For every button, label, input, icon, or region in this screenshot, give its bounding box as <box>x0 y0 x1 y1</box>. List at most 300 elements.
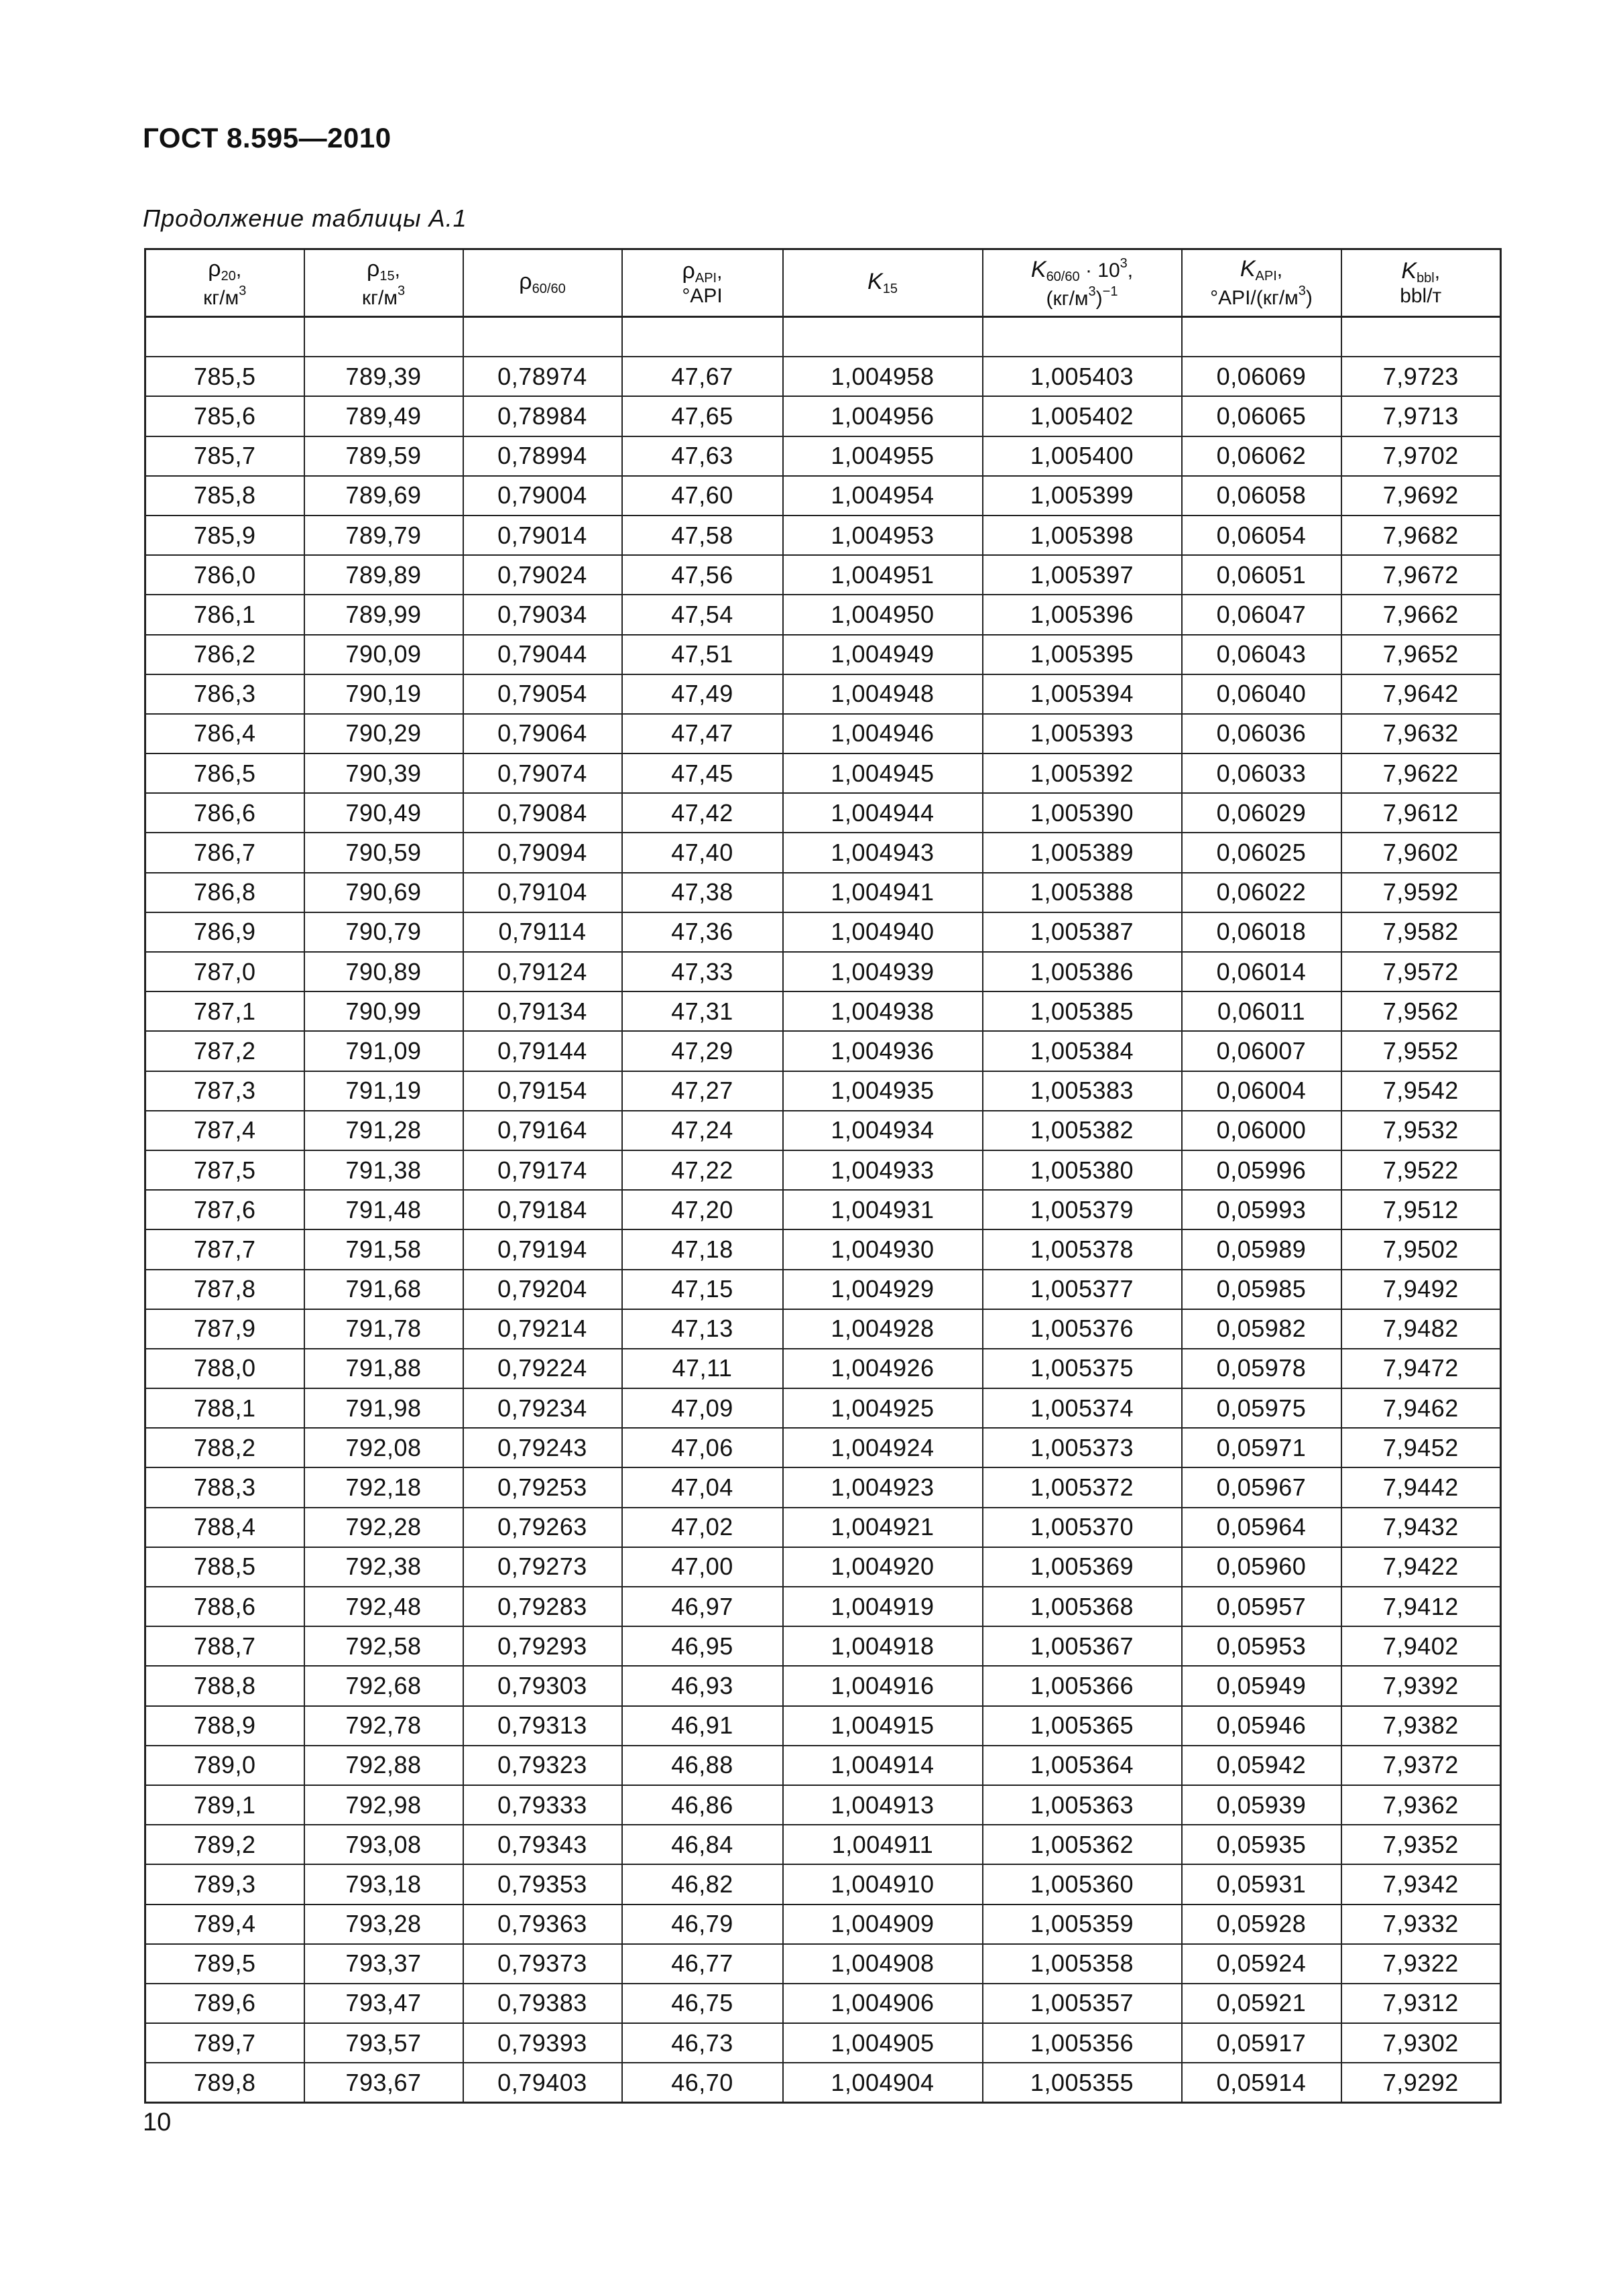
table-cell: 0,79114 <box>463 912 622 952</box>
table-cell: 793,57 <box>304 2023 463 2063</box>
table-cell: 1,005360 <box>983 1864 1182 1904</box>
table-cell: 7,9372 <box>1341 1746 1501 1785</box>
table-cell: 788,2 <box>145 1428 304 1467</box>
table-cell: 0,05935 <box>1182 1825 1341 1864</box>
table-cell: 1,004904 <box>783 2063 983 2103</box>
table-cell: 0,06000 <box>1182 1111 1341 1150</box>
table-cell: 47,02 <box>622 1508 783 1547</box>
table-row <box>145 595 1501 634</box>
table-cell: 47,11 <box>622 1349 783 1388</box>
table-cell: 1,004933 <box>783 1150 983 1190</box>
table-cell: 1,004939 <box>783 952 983 991</box>
table-cell: 1,005366 <box>983 1666 1182 1705</box>
table-row <box>145 1031 1501 1071</box>
table-cell: 1,005402 <box>983 396 1182 436</box>
table-cell: 1,005367 <box>983 1626 1182 1666</box>
unit: $^\circ API/(кг/м^3)$ <box>1210 284 1313 309</box>
table-cell: 785,9 <box>145 516 304 555</box>
table-row <box>145 1388 1501 1428</box>
table-cell: 789,89 <box>304 555 463 595</box>
table-cell: 46,91 <box>622 1706 783 1746</box>
table-cell: 7,9402 <box>1341 1626 1501 1666</box>
table-cell: 1,004940 <box>783 912 983 952</box>
table-row <box>145 1944 1501 1984</box>
table-body <box>145 317 1501 2103</box>
table-cell: 47,42 <box>622 793 783 833</box>
symbol: ρ <box>367 256 380 282</box>
unit: $кг/м^3$ <box>361 284 406 309</box>
table-cell: 47,54 <box>622 595 783 634</box>
subscript: API <box>695 271 717 286</box>
table-cell: 785,8 <box>145 476 304 516</box>
table-cell: 0,79084 <box>463 793 622 833</box>
table-cell: 0,06004 <box>1182 1071 1341 1111</box>
table-cell: 786,0 <box>145 555 304 595</box>
table-cell: 0,06054 <box>1182 516 1341 555</box>
table-cell: 1,005368 <box>983 1587 1182 1626</box>
table-row <box>145 1626 1501 1666</box>
table-cell: 0,06047 <box>1182 595 1341 634</box>
table-cell: 0,06043 <box>1182 635 1341 674</box>
table-cell: 789,99 <box>304 595 463 634</box>
table-row <box>145 2063 1501 2103</box>
table-row <box>145 833 1501 872</box>
table-cell: 7,9342 <box>1341 1864 1501 1904</box>
table-cell: 0,05931 <box>1182 1864 1341 1904</box>
table-cell: 789,49 <box>304 396 463 436</box>
table-cell: 0,79353 <box>463 1864 622 1904</box>
table-cell: 47,29 <box>622 1031 783 1071</box>
table-cell: 1,004958 <box>783 357 983 396</box>
density-table <box>144 248 1502 2104</box>
table-cell: 1,004919 <box>783 1587 983 1626</box>
symbol: ρ <box>519 269 532 294</box>
column-header-rho15 <box>304 249 463 317</box>
table-cell: 0,05957 <box>1182 1587 1341 1626</box>
table-cell: 7,9672 <box>1341 555 1501 595</box>
table-cell: 791,88 <box>304 1349 463 1388</box>
table-cell: 0,06058 <box>1182 476 1341 516</box>
table-cell: 786,8 <box>145 873 304 912</box>
table-cell: 0,79184 <box>463 1190 622 1229</box>
table-cell: 0,79014 <box>463 516 622 555</box>
subscript: 60/60 <box>1046 269 1080 284</box>
table-cell: 0,79074 <box>463 753 622 793</box>
table-cell: 47,49 <box>622 674 783 714</box>
table-cell: 47,13 <box>622 1309 783 1349</box>
table-cell: 7,9702 <box>1341 436 1501 476</box>
table-cell: 47,33 <box>622 952 783 991</box>
table-cell: 1,004941 <box>783 873 983 912</box>
table-cell: 1,004914 <box>783 1746 983 1785</box>
table-cell: 1,005374 <box>983 1388 1182 1428</box>
table-cell: 792,28 <box>304 1508 463 1547</box>
table-row <box>145 1547 1501 1587</box>
table-cell: 1,004908 <box>783 1944 983 1984</box>
table-cell: 787,9 <box>145 1309 304 1349</box>
table-cell: 791,58 <box>304 1229 463 1269</box>
table-cell: 47,45 <box>622 753 783 793</box>
table-row <box>145 2023 1501 2063</box>
table-cell: 7,9622 <box>1341 753 1501 793</box>
table-cell: 791,19 <box>304 1071 463 1111</box>
table-cell: 0,79393 <box>463 2023 622 2063</box>
table-cell: 0,06014 <box>1182 952 1341 991</box>
unit: °API <box>682 285 723 307</box>
table-cell: 7,9652 <box>1341 635 1501 674</box>
table-cell: 1,004920 <box>783 1547 983 1587</box>
separator: , <box>1276 259 1283 281</box>
table-cell: 788,0 <box>145 1349 304 1388</box>
table-cell: 1,005403 <box>983 357 1182 396</box>
table-cell: 0,79024 <box>463 555 622 595</box>
table-cell: 7,9602 <box>1341 833 1501 872</box>
table-cell: 7,9442 <box>1341 1467 1501 1507</box>
table-cell: 0,78994 <box>463 436 622 476</box>
separator: , <box>235 259 242 281</box>
table-cell: 789,59 <box>304 436 463 476</box>
table-cell: 0,05921 <box>1182 1984 1341 2023</box>
table-cell: 792,48 <box>304 1587 463 1626</box>
table-cell: 1,004909 <box>783 1905 983 1944</box>
table-cell: 7,9332 <box>1341 1905 1501 1944</box>
table-cell: 47,67 <box>622 357 783 396</box>
table-cell: 0,79383 <box>463 1984 622 2023</box>
table-cell: 0,05982 <box>1182 1309 1341 1349</box>
table-cell: 1,004948 <box>783 674 983 714</box>
table-cell: 787,8 <box>145 1270 304 1309</box>
table-cell: 47,65 <box>622 396 783 436</box>
table-cell: 7,9512 <box>1341 1190 1501 1229</box>
column-header-rho6060 <box>463 249 622 317</box>
table-row <box>145 1905 1501 1944</box>
table-cell: 0,05967 <box>1182 1467 1341 1507</box>
table-cell: 1,004945 <box>783 753 983 793</box>
table-cell: 786,6 <box>145 793 304 833</box>
table-cell: 46,88 <box>622 1746 783 1785</box>
table-cell: 47,06 <box>622 1428 783 1467</box>
table-cell: 791,09 <box>304 1031 463 1071</box>
table-cell: 1,004951 <box>783 555 983 595</box>
table-cell: 1,005392 <box>983 753 1182 793</box>
table-cell: 7,9472 <box>1341 1349 1501 1388</box>
table-cell: 0,79303 <box>463 1666 622 1705</box>
table-cell: 1,005370 <box>983 1508 1182 1547</box>
subscript: 20 <box>221 269 236 284</box>
table-row <box>145 991 1501 1031</box>
table-cell: 785,7 <box>145 436 304 476</box>
table-cell: 0,06007 <box>1182 1031 1341 1071</box>
table-cell: 790,39 <box>304 753 463 793</box>
table-cell: 793,18 <box>304 1864 463 1904</box>
table-cell: 0,79174 <box>463 1150 622 1190</box>
table-cell: 47,56 <box>622 555 783 595</box>
table-cell: 1,004915 <box>783 1706 983 1746</box>
table-cell: 789,3 <box>145 1864 304 1904</box>
table-cell: 790,69 <box>304 873 463 912</box>
table-cell: 7,9382 <box>1341 1706 1501 1746</box>
table-cell: 1,005387 <box>983 912 1182 952</box>
table-cell: 7,9612 <box>1341 793 1501 833</box>
table-cell: 1,005364 <box>983 1746 1182 1785</box>
table-cell: 47,24 <box>622 1111 783 1150</box>
table-row <box>145 1508 1501 1547</box>
table-cell: 1,005357 <box>983 1984 1182 2023</box>
table-cell: 788,7 <box>145 1626 304 1666</box>
table-cell: 47,60 <box>622 476 783 516</box>
subscript: bbl <box>1417 271 1435 286</box>
table-cell: 47,51 <box>622 635 783 674</box>
table-cell: 1,004938 <box>783 991 983 1031</box>
table-cell: 7,9422 <box>1341 1547 1501 1587</box>
table-cell: 47,31 <box>622 991 783 1031</box>
table-cell: 0,79154 <box>463 1071 622 1111</box>
table-cell: 0,05914 <box>1182 2063 1341 2103</box>
table-cell: 7,9502 <box>1341 1229 1501 1269</box>
table-cell: 0,05960 <box>1182 1547 1341 1587</box>
table-cell: 0,79263 <box>463 1508 622 1547</box>
table-cell: 1,005363 <box>983 1785 1182 1825</box>
table-cell: 788,8 <box>145 1666 304 1705</box>
table-cell: 0,06011 <box>1182 991 1341 1031</box>
table-cell: 789,8 <box>145 2063 304 2103</box>
table-cell: 790,59 <box>304 833 463 872</box>
table-cell: 0,79134 <box>463 991 622 1031</box>
table-cell: 788,6 <box>145 1587 304 1626</box>
table-cell: 1,005383 <box>983 1071 1182 1111</box>
subscript: 60/60 <box>532 282 566 296</box>
table-cell: 1,005386 <box>983 952 1182 991</box>
table-cell: 7,9713 <box>1341 396 1501 436</box>
table-cell: 0,78974 <box>463 357 622 396</box>
table-cell: 1,005373 <box>983 1428 1182 1467</box>
table-cell: 786,1 <box>145 595 304 634</box>
table-cell: 786,5 <box>145 753 304 793</box>
table-cell: 7,9362 <box>1341 1785 1501 1825</box>
table-cell: 793,28 <box>304 1905 463 1944</box>
table-cell: 792,78 <box>304 1706 463 1746</box>
table-row <box>145 1111 1501 1150</box>
page-number: 10 <box>143 2108 172 2136</box>
table-row <box>145 1190 1501 1229</box>
table-cell: 792,88 <box>304 1746 463 1785</box>
table-cell: 0,79373 <box>463 1944 622 1984</box>
table-cell: 1,005369 <box>983 1547 1182 1587</box>
table-cell: 790,89 <box>304 952 463 991</box>
table-cell: 787,7 <box>145 1229 304 1269</box>
table-cell: 789,69 <box>304 476 463 516</box>
table-cell: 0,79164 <box>463 1111 622 1150</box>
table-cell: 0,05985 <box>1182 1270 1341 1309</box>
table-cell: 0,79104 <box>463 873 622 912</box>
table-row <box>145 1467 1501 1507</box>
table-row <box>145 1071 1501 1111</box>
table-cell: 46,84 <box>622 1825 783 1864</box>
table-cell: 785,5 <box>145 357 304 396</box>
table-row <box>145 674 1501 714</box>
table-cell: 1,004936 <box>783 1031 983 1071</box>
table-cell: 0,05917 <box>1182 2023 1341 2063</box>
table-cell: 7,9723 <box>1341 357 1501 396</box>
table-cell: 1,004931 <box>783 1190 983 1229</box>
table-cell: 1,005390 <box>983 793 1182 833</box>
table-cell: 793,47 <box>304 1984 463 2023</box>
table-cell: 0,79044 <box>463 635 622 674</box>
table-cell: 786,2 <box>145 635 304 674</box>
table-cell: 7,9492 <box>1341 1270 1501 1309</box>
table-cell: 0,79034 <box>463 595 622 634</box>
column-header-k-bbl <box>1341 249 1501 317</box>
table-cell: 787,0 <box>145 952 304 991</box>
table-row <box>145 1349 1501 1388</box>
document-header: ГОСТ 8.595—2010 <box>143 122 392 154</box>
table-row <box>145 873 1501 912</box>
table-row <box>145 1785 1501 1825</box>
table-cell: 1,005362 <box>983 1825 1182 1864</box>
table-cell: 1,004944 <box>783 793 983 833</box>
table-cell: 789,2 <box>145 1825 304 1864</box>
table-cell: 790,49 <box>304 793 463 833</box>
table-cell: 1,004916 <box>783 1666 983 1705</box>
unit: $кг/м^3$ <box>203 284 247 309</box>
table-cell: 0,05949 <box>1182 1666 1341 1705</box>
table-cell: 47,40 <box>622 833 783 872</box>
table-row <box>145 1864 1501 1904</box>
table-row <box>145 952 1501 991</box>
table-cell: 0,79144 <box>463 1031 622 1071</box>
table-row <box>145 555 1501 595</box>
table-cell: 1,004913 <box>783 1785 983 1825</box>
table-row <box>145 1746 1501 1785</box>
table-row <box>145 912 1501 952</box>
table-cell: 1,004925 <box>783 1388 983 1428</box>
table-cell: 787,5 <box>145 1150 304 1190</box>
table-cell: 791,48 <box>304 1190 463 1229</box>
subscript: 15 <box>882 282 898 296</box>
table-row <box>145 396 1501 436</box>
table-cell: 1,004926 <box>783 1349 983 1388</box>
table-cell: 792,38 <box>304 1547 463 1587</box>
table-cell: 0,06029 <box>1182 793 1341 833</box>
table-row <box>145 1428 1501 1467</box>
table-cell: 0,05939 <box>1182 1785 1341 1825</box>
table-row <box>145 516 1501 555</box>
separator: · 10 <box>1079 259 1120 282</box>
table-cell: 785,6 <box>145 396 304 436</box>
symbol: K <box>1401 258 1417 284</box>
table-row <box>145 1150 1501 1190</box>
table-cell: 7,9352 <box>1341 1825 1501 1864</box>
table-cell: 0,79243 <box>463 1428 622 1467</box>
table-cell: 1,004921 <box>783 1508 983 1547</box>
symbol: K <box>1240 256 1256 282</box>
table-cell: 1,005399 <box>983 476 1182 516</box>
table-cell: 1,005376 <box>983 1309 1182 1349</box>
table-cell: 7,9412 <box>1341 1587 1501 1626</box>
table-cell: 7,9532 <box>1341 1111 1501 1150</box>
table-cell: 786,4 <box>145 714 304 753</box>
table-cell: 792,98 <box>304 1785 463 1825</box>
table-row <box>145 1825 1501 1864</box>
table-cell: 0,06062 <box>1182 436 1341 476</box>
column-header-rho20 <box>145 249 304 317</box>
table-cell: 786,7 <box>145 833 304 872</box>
symbol: K <box>1030 257 1046 282</box>
column-header-k6060: $K_{60/60} \cdot 10^3$, $(кг/м^3)^{-1}$ <box>983 249 1182 317</box>
table-cell: 0,79214 <box>463 1309 622 1349</box>
table-row <box>145 1587 1501 1626</box>
table-cell: 0,79064 <box>463 714 622 753</box>
table-cell: 0,79224 <box>463 1349 622 1388</box>
table-cell: 788,1 <box>145 1388 304 1428</box>
table-cell: 789,5 <box>145 1944 304 1984</box>
table-cell: 0,05928 <box>1182 1905 1341 1944</box>
table-row <box>145 476 1501 516</box>
table-cell: 786,3 <box>145 674 304 714</box>
table-cell: 1,005384 <box>983 1031 1182 1071</box>
symbol: K <box>867 269 883 294</box>
table-cell: 0,06065 <box>1182 396 1341 436</box>
table-cell: 1,005378 <box>983 1229 1182 1269</box>
table-cell: 46,97 <box>622 1587 783 1626</box>
table-cell: 46,93 <box>622 1666 783 1705</box>
unit: $(кг/м^3)^{-1}$ <box>1046 284 1118 310</box>
table-cell: 789,7 <box>145 2023 304 2063</box>
table-cell: 1,004928 <box>783 1309 983 1349</box>
column-header-k-api <box>1182 249 1341 317</box>
table-cell: 0,79293 <box>463 1626 622 1666</box>
table-cell: 790,19 <box>304 674 463 714</box>
table-cell: 0,79333 <box>463 1785 622 1825</box>
table-cell: 7,9552 <box>1341 1031 1501 1071</box>
table-cell: 7,9682 <box>1341 516 1501 555</box>
table-cell: 787,4 <box>145 1111 304 1150</box>
table-cell: 1,005359 <box>983 1905 1182 1944</box>
table-cell: 787,3 <box>145 1071 304 1111</box>
table-cell: 791,28 <box>304 1111 463 1150</box>
table-cell: 0,79194 <box>463 1229 622 1269</box>
table-cell: 1,004923 <box>783 1467 983 1507</box>
table-cell: 788,4 <box>145 1508 304 1547</box>
table-cell: 46,95 <box>622 1626 783 1666</box>
table-cell: 789,6 <box>145 1984 304 2023</box>
table-cell: 0,06040 <box>1182 674 1341 714</box>
symbol: ρ <box>208 256 221 282</box>
table-cell: 0,79283 <box>463 1587 622 1626</box>
table-cell: 7,9572 <box>1341 952 1501 991</box>
column-header-rho-api <box>622 249 783 317</box>
table-cell: 1,005377 <box>983 1270 1182 1309</box>
table-cell: 1,005393 <box>983 714 1182 753</box>
table-cell: 1,004943 <box>783 833 983 872</box>
table-cell: 0,05996 <box>1182 1150 1341 1190</box>
table-row <box>145 1666 1501 1705</box>
table-cell: 0,05975 <box>1182 1388 1341 1428</box>
table-cell: 47,20 <box>622 1190 783 1229</box>
table-cell: 1,004935 <box>783 1071 983 1111</box>
table-cell: 790,79 <box>304 912 463 952</box>
table-cell: 46,75 <box>622 1984 783 2023</box>
table-cell: 47,15 <box>622 1270 783 1309</box>
table-cell: 792,58 <box>304 1626 463 1666</box>
table-cell: 0,79363 <box>463 1905 622 1944</box>
table-cell: 1,004918 <box>783 1626 983 1666</box>
table-cell: 1,005356 <box>983 2023 1182 2063</box>
table-cell: 0,79273 <box>463 1547 622 1587</box>
table-cell: 0,05942 <box>1182 1746 1341 1785</box>
table-cell: 1,005397 <box>983 555 1182 595</box>
table-cell: 7,9302 <box>1341 2023 1501 2063</box>
